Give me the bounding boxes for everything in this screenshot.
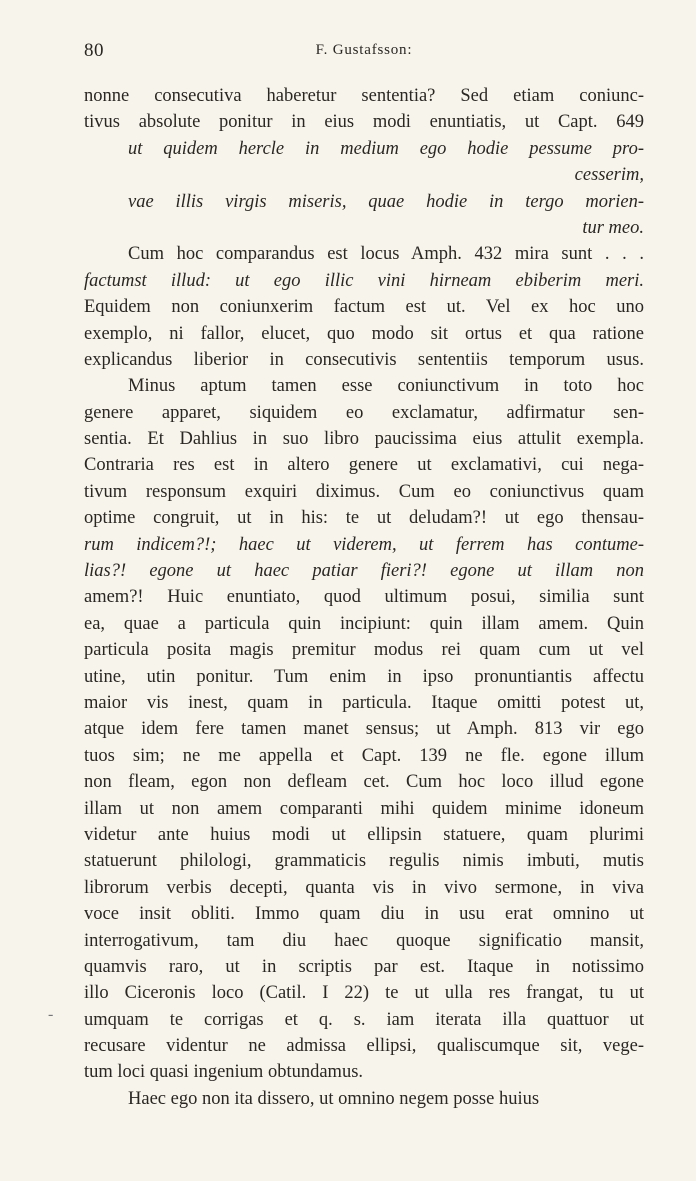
text-line: illam ut non amem comparanti mihi quidem minime idoneum bbox=[84, 798, 644, 819]
text-line: tum loci quasi ingenium obtundamus. bbox=[84, 1062, 364, 1083]
page-header bbox=[84, 40, 644, 64]
page-number: 80 bbox=[84, 40, 104, 61]
text-line: genere apparet, siquidem eo exclamatur, adfirmatur sen- bbox=[84, 402, 644, 423]
verse-line: tur meo. bbox=[582, 217, 644, 238]
text-line: lias?! egone ut haec patiar fieri?! egone ut illam non bbox=[84, 561, 644, 582]
text-line: maior vis inest, quam in particula. Itaque omitti potest ut, bbox=[84, 692, 644, 713]
text-line: quamvis raro, ut in scriptis par est. Itaque in notissimo bbox=[84, 956, 644, 977]
text-line: tivus absolute ponitur in eius modi enuntiatis, ut Capt. 649 bbox=[84, 112, 644, 133]
text-line: ea, quae a particula quin incipiunt: quin illam amem. Quin bbox=[84, 613, 644, 634]
text-line: particula posita magis premitur modus rei quam cum ut vel bbox=[84, 640, 644, 661]
text-line: Cum hoc comparandus est locus Amph. 432 mira sunt . . . bbox=[128, 244, 644, 265]
body-text bbox=[84, 83, 644, 1112]
text-line: optime congruit, ut in his: te ut deludam?! ut ego thensau- bbox=[84, 508, 644, 529]
text-line: Haec ego non ita dissero, ut omnino negem posse huius bbox=[128, 1088, 540, 1109]
text-line: interrogativum, tam diu haec quoque significatio mansit, bbox=[84, 930, 644, 951]
text-line: exemplo, ni fallor, elucet, quo modo sit ortus et qua ratione bbox=[84, 323, 644, 344]
text-line: illo Ciceronis loco (Catil. I 22) te ut ulla res frangat, tu ut bbox=[84, 983, 644, 1004]
text-line: amem?! Huic enuntiato, quod ultimum posui, similia sunt bbox=[84, 587, 644, 608]
text-line: utine, utin ponitur. Tum enim in ipso pronuntiantis affectu bbox=[84, 666, 644, 687]
text-line: atque idem fere tamen manet sensus; ut Amph. 813 vir ego bbox=[84, 719, 644, 740]
verse-line: cesserim, bbox=[574, 165, 644, 186]
text-line: sentia. Et Dahlius in suo libro paucissima eius attulit exempla. bbox=[84, 429, 644, 450]
text-line: non fleam, egon non defleam cet. Cum hoc loco illud egone bbox=[84, 772, 644, 793]
text-line: Contraria res est in altero genere ut exclamativi, cui nega- bbox=[84, 455, 644, 476]
text-line: tuos sim; ne me appella et Capt. 139 ne fle. egone illum bbox=[84, 745, 644, 766]
margin-mark: - bbox=[48, 1006, 54, 1023]
text-line: factumst illud: ut ego illic vini hirneam ebiberim meri. bbox=[84, 270, 644, 291]
text-line: videtur ante huius modi ut ellipsin statuere, quam plurimi bbox=[84, 824, 644, 845]
text-line: voce insit obliti. Immo quam diu in usu erat omnino ut bbox=[84, 904, 644, 925]
text-line: librorum verbis decepti, quanta vis in vivo sermone, in viva bbox=[84, 877, 644, 898]
verse-line: vae illis virgis miseris, quae hodie in tergo morien- bbox=[128, 191, 644, 212]
running-head: F. Gustafsson: bbox=[315, 42, 413, 58]
text-line: Minus aptum tamen esse coniunctivum in toto hoc bbox=[128, 376, 644, 397]
text-line: umquam te corrigas et q. s. iam iterata illa quattuor ut bbox=[84, 1009, 644, 1030]
text-line: explicandus liberior in consecutivis sententiis temporum usus. bbox=[84, 349, 644, 370]
verse-line: ut quidem hercle in medium ego hodie pessume pro- bbox=[128, 138, 644, 159]
text-line: Equidem non coniunxerim factum est ut. Vel ex hoc uno bbox=[84, 297, 644, 318]
text-line: nonne consecutiva haberetur sententia? Sed etiam coniunc- bbox=[84, 86, 644, 106]
text-line: tivum responsum exquiri diximus. Cum eo coniunctivus quam bbox=[84, 481, 644, 502]
text-line: statuerunt philologi, grammaticis regulis nimis imbuti, mutis bbox=[84, 851, 644, 872]
text-line: rum indicem?!; haec ut viderem, ut ferrem has contume- bbox=[84, 534, 644, 555]
text-line: recusare videntur ne admissa ellipsi, qualiscumque sit, vege- bbox=[84, 1036, 644, 1057]
